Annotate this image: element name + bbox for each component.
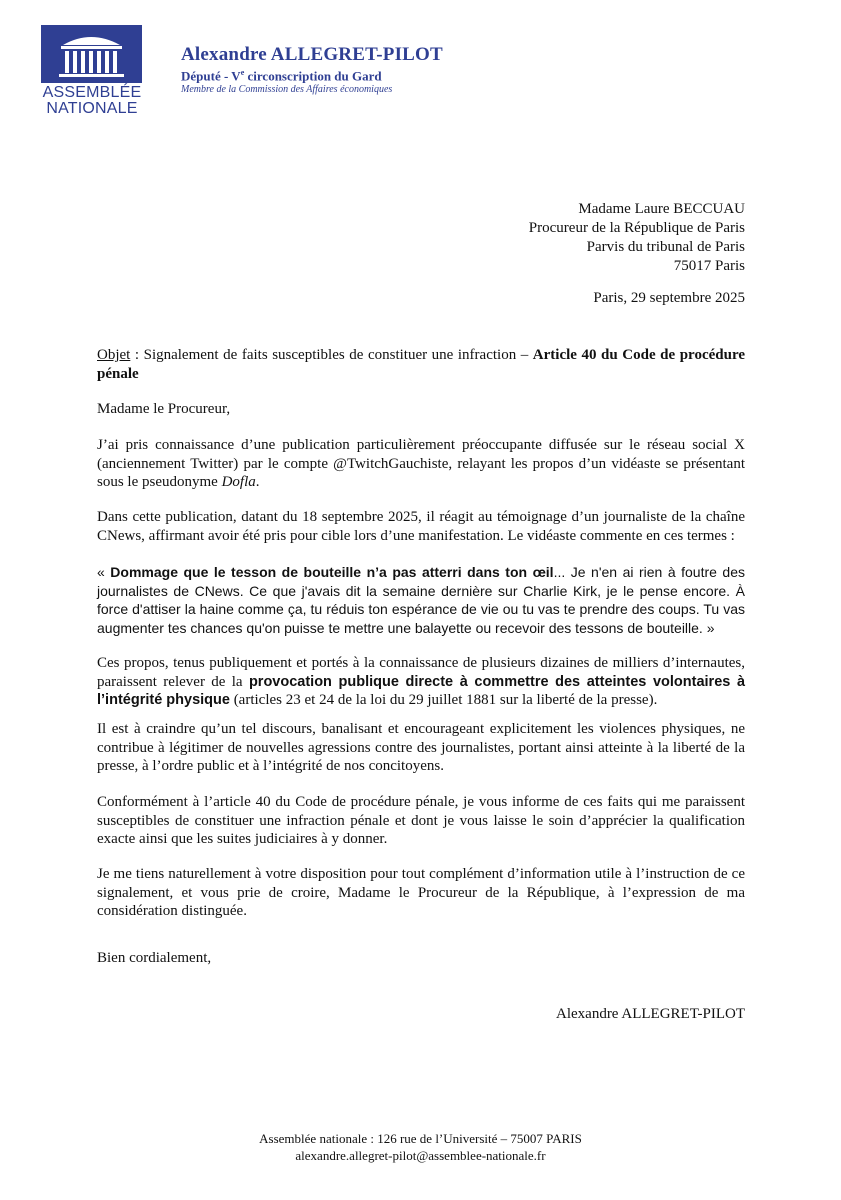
paragraph-7: Je me tiens naturellement à votre disposition pour tout complément d’information utile à l’instruction de ce signalement, et vous prie de croire, Madame le Procureur de la République, à l’expression de ma considération distinguée. — [97, 866, 745, 919]
quote-bold: Dommage que le tesson de bouteille n’a pas atterri dans ton œil — [110, 564, 554, 580]
role-superscript: e — [240, 68, 245, 77]
salutation: Madame le Procureur, — [97, 401, 231, 417]
logo-text-nationale: NATIONALE — [46, 100, 138, 117]
paragraph-1 — [97, 436, 745, 492]
paragraph-4-bold: provocation publique directe à commettre des atteintes volontaires à l’intégrité physique — [97, 673, 746, 708]
paragraph-4-end: (articles 23 et 24 de la loi du 29 juillet 1881 sur la liberté de la presse). — [229, 692, 658, 708]
paragraph-1-end: . — [255, 474, 260, 490]
quote-paragraph — [97, 563, 745, 637]
assemblee-nationale-logo — [40, 25, 144, 117]
quote-open: « — [97, 564, 111, 580]
logo-text-assemblee: ASSEMBLÉE — [42, 84, 142, 101]
subject-bold: Article 40 du Code de procédure pénale — [97, 347, 745, 382]
paragraph-5: Il est à craindre qu’un tel discours, banalisant et encourageant explicitement les violences physiques, ne contribue à légitimer de nouvelles agressions contre des journalistes, portant ainsi atteinte à la liberté de la presse, à l’ordre public et à l’intégrité de nos concitoyens. — [97, 721, 745, 774]
paragraph-1-text: J’ai pris connaissance d’une publication particulièrement préoccupante diffusée sur le réseau social X (anciennement Twitter) par le compte @TwitchGauchiste, relayant les propos d’un vidéaste se présentant sous le pseudonyme — [97, 437, 745, 490]
recipient-line: 75017 Paris — [673, 258, 745, 274]
letter-date: Paris, 29 septembre 2025 — [593, 290, 745, 306]
subject-line — [97, 346, 745, 383]
paragraph-6: Conformément à l’article 40 du Code de procédure pénale, je vous informe de ces faits qui me paraissent susceptibles de constituer une infraction pénale et dont je vous laisse le soin d’apprécier la qualification exacte ainsi que les suites judiciaires à y donner. — [97, 794, 745, 847]
pseudonym: Dofla — [221, 474, 256, 490]
paragraph-4-text: Ces propos, tenus publiquement et portés à la connaissance de plusieurs dizaines de milliers d’internautes, paraissent relever de la — [97, 655, 745, 690]
hemicycle-icon — [41, 25, 142, 83]
deputy-name: Alexandre ALLEGRET-PILOT — [181, 44, 443, 65]
subject-label: Objet — [97, 347, 131, 363]
footer-email: alexandre.allegret-pilot@assemblee-nationale.fr — [295, 1148, 546, 1163]
recipient-address — [529, 200, 745, 276]
closing-formula: Bien cordialement, — [97, 950, 212, 966]
paragraph-2: Dans cette publication, datant du 18 septembre 2025, il réagit au témoignage d’un journaliste de la chaîne CNews, affirmant avoir été pris pour cible lors d’une manifestation. Le vidéaste commente en ces termes : — [97, 509, 745, 544]
deputy-role — [181, 68, 382, 84]
recipient-line: Parvis du tribunal de Paris — [586, 239, 745, 255]
recipient-line: Procureur de la République de Paris — [528, 220, 745, 236]
subject-text: : Signalement de faits susceptibles de constituer une infraction – — [130, 347, 533, 363]
footer-address: Assemblée nationale : 126 rue de l’Université – 75007 PARIS — [259, 1131, 582, 1146]
signature-name: Alexandre ALLEGRET-PILOT — [556, 1006, 745, 1022]
paragraph-4 — [97, 654, 745, 710]
quote-rest: ... Je n'en ai rien à foutre des journalistes de CNews. Ce que j'avais dit la semaine dernière sur Charlie Kirk, je le pense encore. À force d'attiser la haine comme ça, tu réduis ton espérance de vie ou tu vas te prendre des coups. Tu vas augmenter tes chances qu'on puisse te mettre une balayette ou recevoir des tessons de bouteille. » — [97, 564, 745, 636]
role-prefix: Député - V — [181, 68, 241, 84]
commission-membership: Membre de la Commission des Affaires économiques — [181, 84, 393, 95]
hemicycle-emblem — [41, 25, 142, 83]
recipient-line: Madame Laure BECCUAU — [578, 201, 745, 217]
role-suffix: circonscription du Gard — [244, 68, 382, 84]
